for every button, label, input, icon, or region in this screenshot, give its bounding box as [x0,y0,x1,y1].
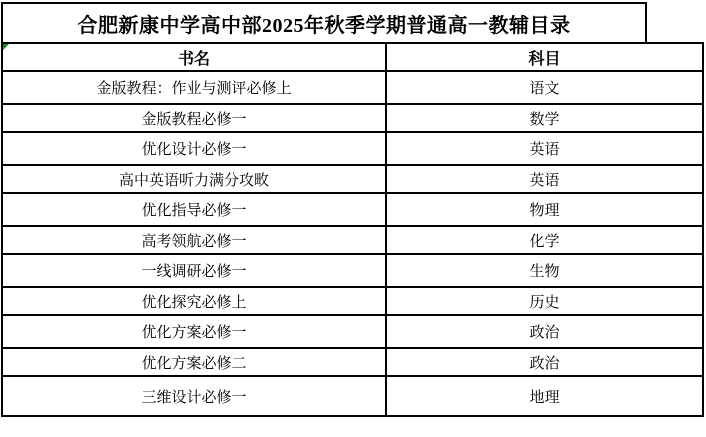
table-row [3,377,702,415]
table-row [3,105,702,133]
book-name-cell[interactable]: 高中英语听力满分攻畋 [3,166,387,192]
subject-cell[interactable]: 数学 [529,110,560,128]
table-body [3,72,702,415]
book-name-cell[interactable]: 金版教程：作业与测评必修上 [3,72,387,103]
book-name-cell[interactable]: 优化设计必修一 [3,133,387,164]
book-name-cell[interactable]: 高考领航必修一 [3,227,387,253]
subject-cell[interactable]: 英语 [529,141,560,158]
book-name-cell[interactable]: 优化方案必修一 [3,316,387,347]
table-row [3,349,702,377]
table-row [3,255,702,288]
subject-cell[interactable]: 语文 [529,80,560,97]
table-row [3,133,702,166]
book-name-cell[interactable]: 优化探究必修上 [3,288,387,314]
table-header-row [3,44,702,72]
table-row [3,72,702,105]
column-header-book-name[interactable] [3,44,387,70]
column-header-book-name-label: 书名 [177,50,210,68]
subject-cell[interactable]: 英语 [529,171,560,189]
book-name-cell[interactable]: 一线调研必修一 [3,255,387,286]
table-row [3,194,702,227]
table-row [3,316,702,349]
column-header-subject[interactable]: 科目 [528,50,561,68]
book-name-cell[interactable]: 优化方案必修二 [3,349,387,375]
subject-cell[interactable]: 地理 [529,388,560,406]
book-name-cell[interactable]: 优化指导必修一 [3,194,387,225]
subject-cell[interactable]: 物理 [529,202,560,219]
cell-error-indicator-icon [3,44,9,50]
subject-cell[interactable]: 生物 [529,263,560,280]
table-row [3,288,702,316]
book-name-cell[interactable]: 三维设计必修一 [3,377,387,415]
table-row [3,227,702,255]
subject-cell[interactable]: 政治 [529,324,560,341]
subject-cell[interactable]: 化学 [529,232,560,250]
book-name-cell[interactable]: 金版教程必修一 [3,105,387,131]
booklist-table [1,42,704,417]
subject-cell[interactable]: 历史 [529,293,560,311]
subject-cell[interactable]: 政治 [529,354,560,372]
table-title: 合肥新康中学高中部2025年秋季学期普通高一教辅目录 [1,2,647,42]
table-row [3,166,702,194]
